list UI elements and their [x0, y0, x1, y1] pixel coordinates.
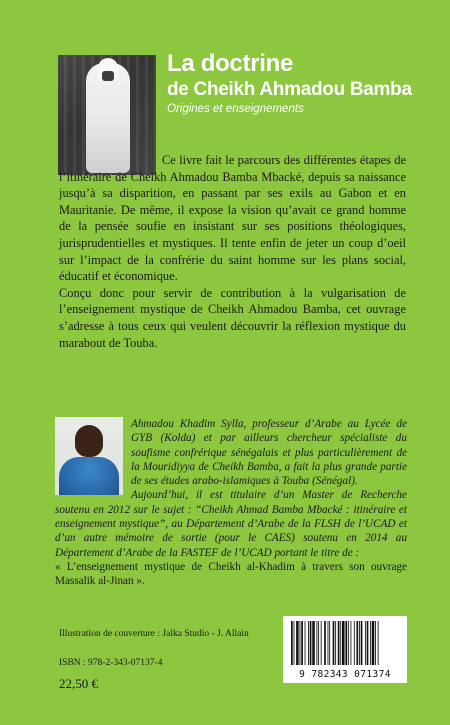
- bio-paragraph-2: Aujourd’hui, il est titulaire d’un Master de Recherche soutenu en 2012 sur le sujet : “Cheikh Ahmad Bamba Mbacké : itinéraire et enseignement mystique”, au Département d’Arabe de la FLSH de l’UCAD et d’un autre mémoire de sortie (pour le CAES) soutenu en 2014 au Département d’Arabe de la FASTEF de l’UCAD portant le titre de :: [55, 489, 407, 559]
- barcode-bar: [356, 621, 358, 665]
- price: 22,50 €: [59, 676, 98, 691]
- barcode-bar: [345, 621, 347, 665]
- barcode-bar: [321, 621, 322, 665]
- barcode-bar: [329, 621, 330, 665]
- book-title-second-line: de Cheikh Ahmadou Bamba: [167, 79, 412, 100]
- barcode-bar: [340, 621, 341, 665]
- barcode-number: 9 782343 071374: [299, 669, 391, 680]
- barcode-bar: [310, 621, 312, 665]
- photo-face: [102, 71, 114, 81]
- barcode-bar: [367, 621, 369, 665]
- book-title-block: [167, 50, 437, 115]
- barcode: [283, 616, 407, 683]
- description-paragraph-2: Conçu donc pour servir de contribution à la vulgarisation de l’enseignement mystique de Cheikh Ahmadou Bamba, cet ouvrage s’adresse à tous ceux qui veulent découvrir la réflexion mystique du marabout de Touba.: [59, 285, 406, 350]
- barcode-bar: [365, 621, 366, 665]
- barcode-bar: [305, 621, 306, 665]
- barcode-bar: [351, 621, 352, 665]
- barcode-bar: [378, 621, 379, 665]
- barcode-bar: [375, 621, 376, 665]
- barcode-bar: [354, 621, 355, 665]
- barcode-bar: [348, 621, 349, 665]
- barcode-bar: [300, 621, 301, 665]
- barcode-bar: [359, 621, 360, 665]
- barcode-bar: [294, 621, 295, 665]
- barcode-bar: [312, 621, 315, 665]
- barcode-bar: [296, 621, 299, 665]
- bio-paragraph-3: « L’enseignement mystique de Cheikh al-Khadim à travers son ouvrage Massalik al-Jinan ».: [55, 560, 407, 588]
- barcode-bar: [324, 621, 326, 665]
- isbn: ISBN : 978-2-343-07137-4: [59, 658, 163, 668]
- barcode-bar: [338, 621, 340, 665]
- bio-paragraph-1: Ahmadou Khadim Sylla, professeur d’Arabe au Lycée de GYB (Kolda) et par ailleurs chercheur spécialiste du soufisme confrérique sénégalais et plus particulièrement de la Mouridiyya de Cheikh Bamba, a fait la plus grande partie de ses études arabo-islamiques à Touba (Sénégal).: [131, 418, 407, 488]
- barcode-bar: [317, 621, 318, 665]
- barcode-bar: [361, 621, 363, 665]
- author-bio: [55, 417, 407, 589]
- barcode-bar: [318, 621, 319, 665]
- barcode-bar: [335, 621, 336, 665]
- barcode-bars: [283, 616, 407, 670]
- barcode-bar: [370, 621, 371, 665]
- book-description: [59, 152, 406, 351]
- barcode-bar: [328, 621, 329, 665]
- cover-illustration-credit: Illustration de couverture : Jalka Studio - J. Allain: [59, 629, 249, 639]
- book-subtitle: Origines et enseignements: [167, 103, 304, 115]
- barcode-bar: [308, 621, 309, 665]
- book-title: La doctrine: [167, 50, 294, 77]
- barcode-bar: [301, 621, 303, 665]
- barcode-bar: [372, 621, 375, 665]
- barcode-bar: [333, 621, 335, 665]
- barcode-bar: [342, 621, 345, 665]
- barcode-bar: [291, 621, 293, 665]
- description-paragraph-1: Ce livre fait le parcours des différentes étapes de l’itinéraire de Cheikh Ahmadou Bamba Mbacké, depuis sa naissance jusqu’à sa disparition, en passant par ses exils au Gabon et en Mauritanie. De même, il expose la vision qu’avait ce grand homme de la pensée soufie en insistant sur ses positions théologiques, jurisprudentielles et mystiques. Il tente enfin de jeter un coup d’oeil sur l’impact de la confrérie du saint homme sur les plans social, éducatif et économique.: [59, 153, 406, 284]
